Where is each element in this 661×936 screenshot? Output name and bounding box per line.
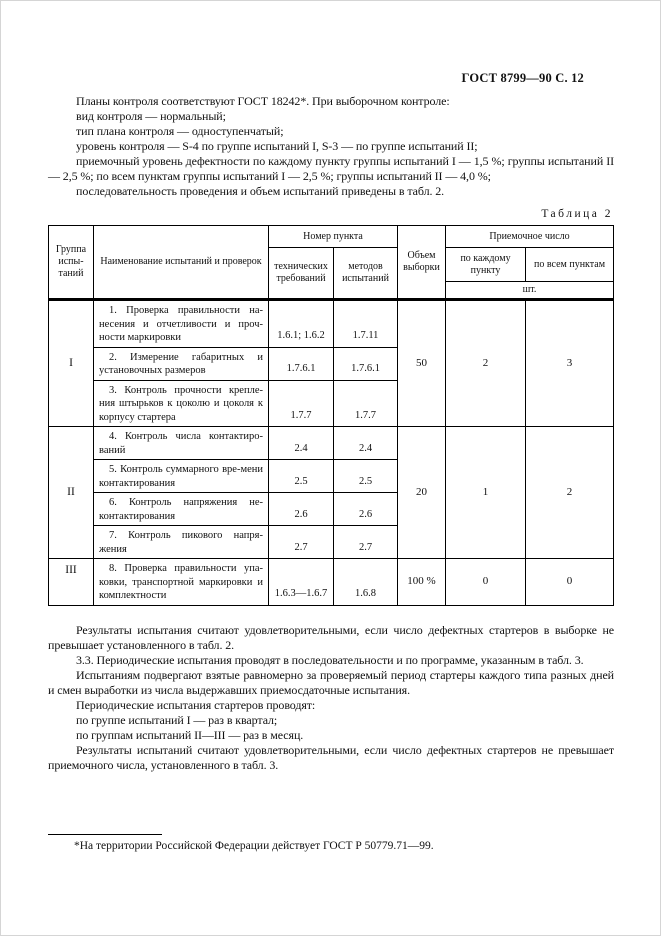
footnote-section bbox=[48, 834, 568, 852]
tech-point-cell: 2.5 bbox=[269, 460, 334, 493]
per-point-cell: 2 bbox=[446, 300, 526, 427]
tech-point-cell: 1.7.7 bbox=[269, 380, 334, 427]
group-label-cell: I bbox=[49, 300, 94, 427]
body-section bbox=[48, 623, 614, 773]
all-points-cell: 2 bbox=[526, 427, 614, 559]
col-header-test-name: Наименование испытаний и проверок bbox=[94, 226, 269, 300]
all-points-cell: 0 bbox=[526, 559, 614, 606]
col-header-sample-size: Объем выборки bbox=[398, 226, 446, 300]
table-row bbox=[49, 427, 614, 460]
intro-paragraph: Планы контроля соответствуют ГОСТ 18242*. При выборочном контроле: bbox=[76, 94, 450, 108]
intro-section bbox=[48, 94, 614, 199]
group-label-cell: III bbox=[49, 559, 94, 606]
table-caption: Таблица 2 bbox=[541, 208, 613, 220]
col-header-test-methods: методов испытаний bbox=[334, 248, 398, 300]
test-name-cell: 7. Контроль пикового напря-жения bbox=[94, 526, 269, 559]
intro-paragraph: приемочный уровень дефектности по каждому пункту группы испытаний I — 1,5 %; группы испытаний II — 2,5 %; по всем пунктам группы испытаний I — 2,5 %; группы испытаний II — 4,0 %; bbox=[48, 154, 614, 183]
table-header-row bbox=[49, 226, 614, 248]
tech-point-cell: 1.6.1; 1.6.2 bbox=[269, 300, 334, 348]
body-paragraph: Результаты испытаний считают удовлетворительными, если число дефектных стартеров не превышает приемочного числа, установленного в табл. 3. bbox=[48, 742, 614, 772]
tech-point-cell: 2.4 bbox=[269, 427, 334, 460]
method-point-cell: 2.5 bbox=[334, 460, 398, 493]
test-name-cell: 2. Измерение габаритных и установочных размеров bbox=[94, 347, 269, 380]
col-header-acceptance-number: Приемочное число bbox=[446, 226, 614, 248]
col-header-group: Группа испы- таний bbox=[49, 226, 94, 300]
tech-point-cell: 2.7 bbox=[269, 526, 334, 559]
intro-paragraph: уровень контроля — S-4 по группе испытаний I, S-3 — по группе испытаний II; bbox=[76, 139, 478, 153]
group-label-cell: II bbox=[49, 427, 94, 559]
sample-size-cell: 20 bbox=[398, 427, 446, 559]
tech-point-cell: 1.6.3—1.6.7 bbox=[269, 559, 334, 606]
body-paragraph: Результаты испытания считают удовлетворительными, если число дефектных стартеров в выборке не превышает установленного в табл. 2. bbox=[48, 622, 614, 652]
all-points-cell: 3 bbox=[526, 300, 614, 427]
method-point-cell: 1.7.11 bbox=[334, 300, 398, 348]
col-header-per-point: по каждому пункту bbox=[446, 248, 526, 282]
method-point-cell: 1.7.6.1 bbox=[334, 347, 398, 380]
method-point-cell: 1.6.8 bbox=[334, 559, 398, 606]
body-paragraph: Периодические испытания стартеров проводят: bbox=[76, 697, 316, 712]
footnote-text: *На территории Российской Федерации действует ГОСТ Р 50779.71—99. bbox=[74, 840, 434, 852]
col-header-tech-requirements: технических требований bbox=[269, 248, 334, 300]
method-point-cell: 2.7 bbox=[334, 526, 398, 559]
col-header-point-number: Номер пункта bbox=[269, 226, 398, 248]
method-point-cell: 2.4 bbox=[334, 427, 398, 460]
col-header-units: шт. bbox=[446, 282, 614, 300]
method-point-cell: 1.7.7 bbox=[334, 380, 398, 427]
footnote-rule bbox=[48, 834, 162, 835]
intro-paragraph: тип плана контроля — одноступенчатый; bbox=[76, 124, 284, 138]
body-paragraph: 3.3. Периодические испытания проводят в последовательности и по программе, указанным в табл. 3. bbox=[76, 652, 584, 667]
test-name-cell: 8. Проверка правильности упа-ковки, транспортной маркировки и комплектности bbox=[94, 559, 269, 606]
per-point-cell: 1 bbox=[446, 427, 526, 559]
tests-table bbox=[48, 225, 614, 606]
table-row bbox=[49, 300, 614, 348]
body-paragraph: Испытаниям подвергают взятые равномерно за проверяемый период стартеры каждого типа разных дней и смен выработки из числа выдержавших приемосдаточные испытания. bbox=[48, 667, 614, 697]
test-name-cell: 6. Контроль напряжения не-контактирования bbox=[94, 493, 269, 526]
test-name-cell: 3. Контроль прочности крепле-ния штырьков к цоколю и цоколя к корпусу стартера bbox=[94, 380, 269, 427]
per-point-cell: 0 bbox=[446, 559, 526, 606]
sample-size-cell: 100 % bbox=[398, 559, 446, 606]
tech-point-cell: 2.6 bbox=[269, 493, 334, 526]
test-name-cell: 4. Контроль числа контактиро-ваний bbox=[94, 427, 269, 460]
test-name-cell: 5. Контроль суммарного вре-мени контактирования bbox=[94, 460, 269, 493]
test-name-cell: 1. Проверка правильности на-несения и отчетливости и проч-ности маркировки bbox=[94, 300, 269, 348]
sample-size-cell: 50 bbox=[398, 300, 446, 427]
intro-paragraph: вид контроля — нормальный; bbox=[76, 109, 226, 123]
table-row bbox=[49, 559, 614, 606]
body-paragraph: по группе испытаний I — раз в квартал; bbox=[76, 712, 278, 727]
body-paragraph: по группам испытаний II—III — раз в месяц. bbox=[76, 727, 304, 742]
page-header: ГОСТ 8799—90 С. 12 bbox=[461, 71, 584, 85]
method-point-cell: 2.6 bbox=[334, 493, 398, 526]
tech-point-cell: 1.7.6.1 bbox=[269, 347, 334, 380]
intro-paragraph: последовательность проведения и объем испытаний приведены в табл. 2. bbox=[76, 184, 445, 198]
col-header-all-points: по всем пунктам bbox=[526, 248, 614, 282]
